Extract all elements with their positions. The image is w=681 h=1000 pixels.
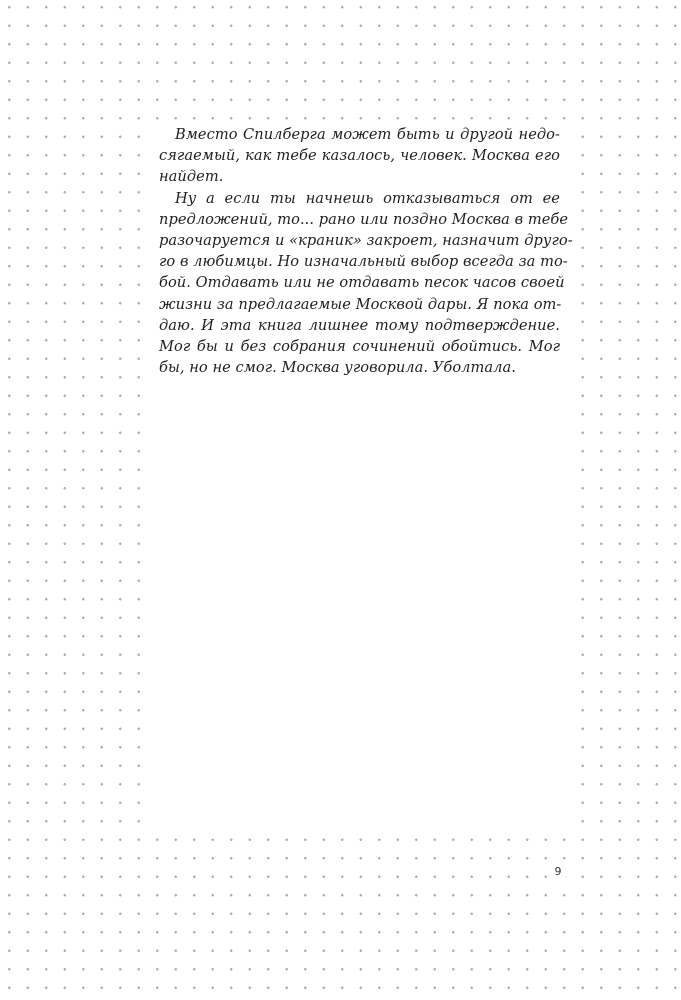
text-line: Вместо Спилберга может быть и другой недо- (175, 126, 560, 143)
text-block (146, 124, 573, 394)
text-line: бы, но не смог. Москва уговорила. Уболтала. (159, 359, 516, 377)
text-line: го в любимцы. Но изначальный выбор всегда за то- (159, 253, 568, 271)
text-line: жизни за предлагаемые Москвой дары. Я пока от- (159, 295, 562, 313)
text-line: предложений, то... рано или поздно Москва в тебе (159, 210, 569, 228)
text-line: Мог бы и без собрания сочинений обойтись. Мог (159, 338, 560, 356)
page-number: 9 (551, 864, 565, 880)
text-line: найдет. (159, 168, 224, 186)
text-line: разочаруется и «краник» закроет, назначит друго- (159, 232, 573, 250)
paragraph-2 (159, 188, 573, 379)
text-line: Ну а если ты начнешь отказываться от ее (175, 189, 560, 207)
text-line: даю. И эта книга лишнее тому подтверждение. (159, 316, 560, 334)
text-line: бой. Отдавать или не отдавать песок часов своей (159, 274, 565, 292)
paragraph-1 (159, 124, 560, 188)
text-line: сягаемый, как тебе казалось, человек. Москва его (159, 147, 560, 165)
blank-text-area (146, 394, 568, 831)
